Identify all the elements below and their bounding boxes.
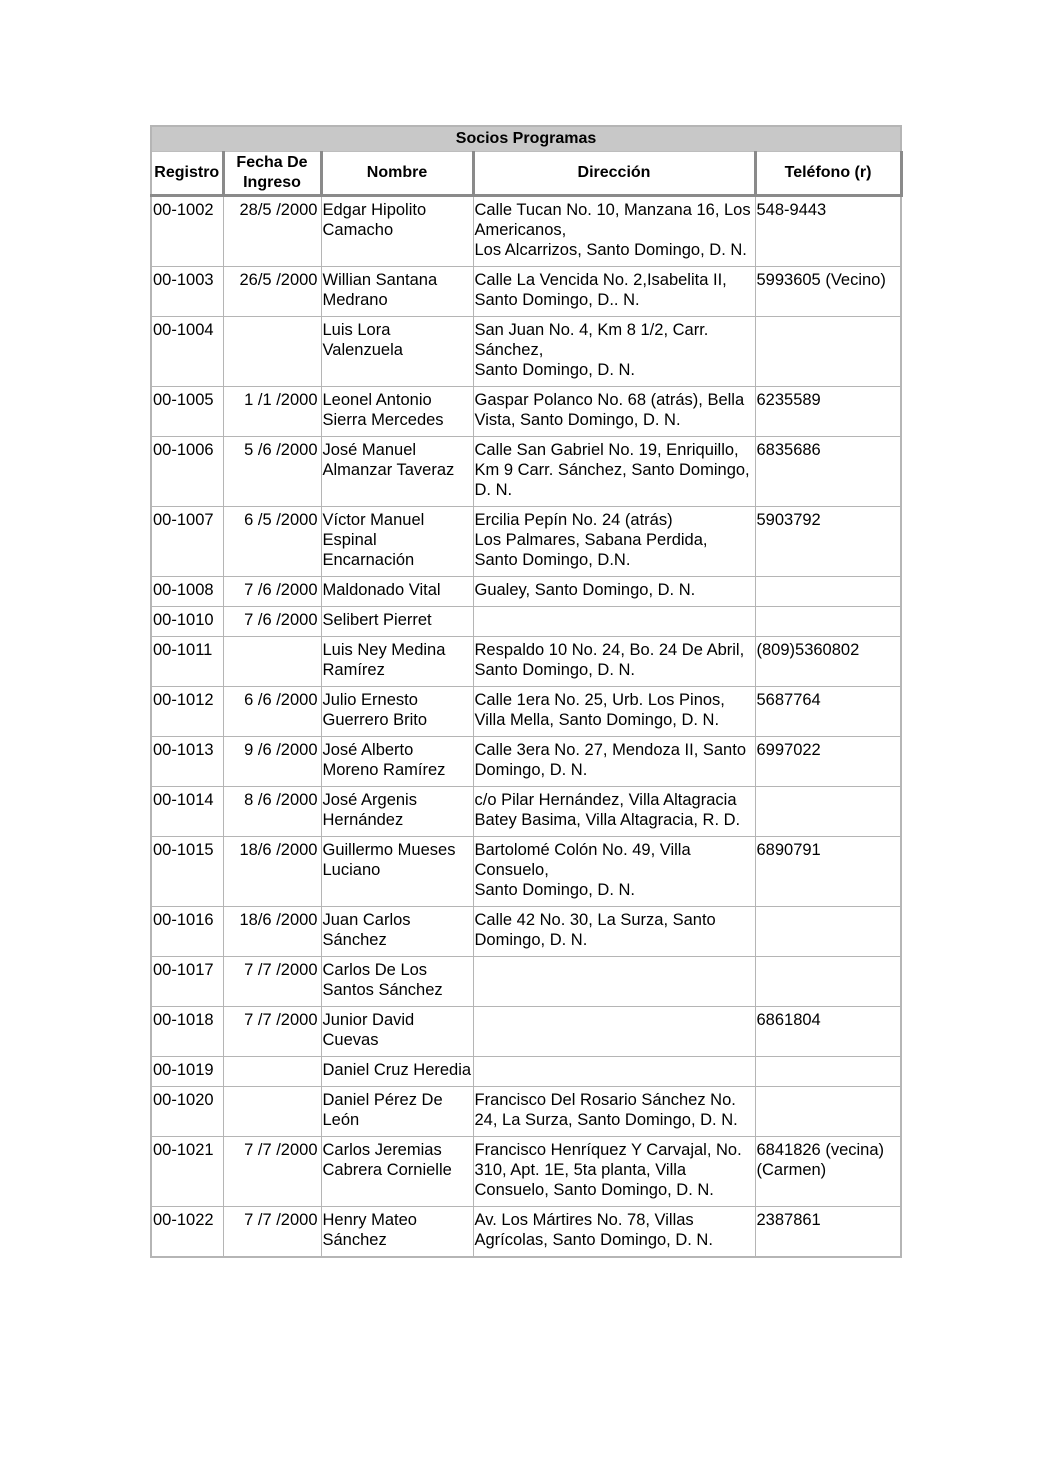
- cell-direccion: [473, 687, 755, 737]
- cell-direccion: [473, 787, 755, 837]
- cell-telefono: 2387861: [755, 1207, 901, 1258]
- cell-direccion: [473, 737, 755, 787]
- cell-direccion: [473, 957, 755, 1007]
- address-line: Calle San Gabriel No. 19, Enriquillo,: [474, 441, 739, 459]
- cell-telefono: (809)5360802: [755, 637, 901, 687]
- cell-telefono: [755, 577, 901, 607]
- address-line: Los Palmares, Sabana Perdida, Santo Domingo, D.N.: [474, 531, 708, 569]
- address-line: Santo Domingo, D. N.: [474, 881, 635, 899]
- cell-nombre: Henry Mateo Sánchez: [321, 1207, 473, 1258]
- cell-nombre: Leonel Antonio Sierra Mercedes: [321, 387, 473, 437]
- cell-direccion: [473, 577, 755, 607]
- table-row: [151, 1007, 901, 1057]
- table-row: [151, 687, 901, 737]
- cell-nombre: Maldonado Vital: [321, 577, 473, 607]
- cell-nombre: Carlos Jeremias Cabrera Cornielle: [321, 1137, 473, 1207]
- table-row: [151, 507, 901, 577]
- cell-fecha: 6 /6 /2000: [223, 687, 321, 737]
- address-line: Santo Domingo, D. N.: [474, 361, 635, 379]
- address-line: San Juan No. 4, Km 8 1/2, Carr. Sánchez,: [474, 321, 709, 359]
- address-line: Calle 42 No. 30, La Surza, Santo Domingo, D. N.: [474, 911, 716, 949]
- cell-nombre: José Argenis Hernández: [321, 787, 473, 837]
- header-row: [151, 152, 901, 196]
- address-line: Ercilia Pepín No. 24 (atrás): [474, 511, 673, 529]
- cell-fecha: 7 /7 /2000: [223, 1007, 321, 1057]
- address-line: Respaldo 10 No. 24, Bo. 24 De Abril,: [474, 641, 745, 659]
- cell-registro: 00-1010: [151, 607, 223, 637]
- table-row: [151, 437, 901, 507]
- cell-telefono: [755, 1057, 901, 1087]
- cell-fecha: 1 /1 /2000: [223, 387, 321, 437]
- cell-direccion: [473, 1007, 755, 1057]
- cell-direccion: [473, 507, 755, 577]
- table-title: Socios Programas: [151, 126, 901, 152]
- cell-nombre: José Manuel Almanzar Taveraz: [321, 437, 473, 507]
- cell-direccion: [473, 317, 755, 387]
- cell-nombre: Edgar Hipolito Camacho: [321, 196, 473, 267]
- cell-direccion: [473, 907, 755, 957]
- cell-registro: 00-1020: [151, 1087, 223, 1137]
- table-row: [151, 387, 901, 437]
- table-row: [151, 577, 901, 607]
- cell-registro: 00-1018: [151, 1007, 223, 1057]
- cell-fecha: 7 /6 /2000: [223, 577, 321, 607]
- cell-nombre: Carlos De Los Santos Sánchez: [321, 957, 473, 1007]
- cell-fecha: 18/6 /2000: [223, 907, 321, 957]
- cell-nombre: Julio Ernesto Guerrero Brito: [321, 687, 473, 737]
- cell-direccion: [473, 1057, 755, 1087]
- cell-direccion: [473, 387, 755, 437]
- address-line: Calle La Vencida No. 2,Isabelita II, Santo Domingo, D.. N.: [474, 271, 727, 309]
- table-row: [151, 637, 901, 687]
- address-line: Calle 1era No. 25, Urb. Los Pinos, Villa Mella, Santo Domingo, D. N.: [474, 691, 725, 729]
- cell-fecha: [223, 317, 321, 387]
- cell-registro: 00-1003: [151, 267, 223, 317]
- address-line: Los Alcarrizos, Santo Domingo, D. N.: [474, 241, 747, 259]
- cell-telefono: 6841826 (vecina) (Carmen): [755, 1137, 901, 1207]
- cell-registro: 00-1006: [151, 437, 223, 507]
- cell-fecha: 28/5 /2000: [223, 196, 321, 267]
- cell-fecha: 9 /6 /2000: [223, 737, 321, 787]
- cell-nombre: Luis Lora Valenzuela: [321, 317, 473, 387]
- cell-registro: 00-1014: [151, 787, 223, 837]
- cell-direccion: [473, 267, 755, 317]
- cell-telefono: [755, 787, 901, 837]
- cell-telefono: 6861804: [755, 1007, 901, 1057]
- cell-direccion: [473, 1087, 755, 1137]
- cell-nombre: José Alberto Moreno Ramírez: [321, 737, 473, 787]
- cell-telefono: [755, 1087, 901, 1137]
- cell-registro: 00-1008: [151, 577, 223, 607]
- cell-telefono: [755, 607, 901, 637]
- cell-fecha: 6 /5 /2000: [223, 507, 321, 577]
- header-fecha: Fecha De Ingreso: [223, 152, 321, 196]
- header-nombre: Nombre: [321, 152, 473, 196]
- table-row: [151, 317, 901, 387]
- cell-fecha: 7 /7 /2000: [223, 1137, 321, 1207]
- cell-direccion: [473, 837, 755, 907]
- cell-registro: 00-1022: [151, 1207, 223, 1258]
- cell-telefono: 548-9443: [755, 196, 901, 267]
- cell-fecha: 26/5 /2000: [223, 267, 321, 317]
- cell-registro: 00-1012: [151, 687, 223, 737]
- cell-fecha: 7 /7 /2000: [223, 957, 321, 1007]
- cell-nombre: Luis Ney Medina Ramírez: [321, 637, 473, 687]
- cell-fecha: 18/6 /2000: [223, 837, 321, 907]
- cell-nombre: Víctor Manuel Espinal Encarnación: [321, 507, 473, 577]
- cell-direccion: [473, 437, 755, 507]
- cell-telefono: 5993605 (Vecino): [755, 267, 901, 317]
- cell-telefono: 6235589: [755, 387, 901, 437]
- address-line: Calle 3era No. 27, Mendoza II, Santo Domingo, D. N.: [474, 741, 746, 779]
- address-line: Santo Domingo, D. N.: [474, 661, 635, 679]
- cell-telefono: 6890791: [755, 837, 901, 907]
- header-telefono: Teléfono (r): [755, 152, 901, 196]
- cell-fecha: [223, 1087, 321, 1137]
- cell-telefono: 5903792: [755, 507, 901, 577]
- table-row: [151, 1087, 901, 1137]
- address-line: Gualey, Santo Domingo, D. N.: [474, 581, 696, 599]
- cell-nombre: Junior David Cuevas: [321, 1007, 473, 1057]
- header-direccion: Dirección: [473, 152, 755, 196]
- cell-telefono: [755, 907, 901, 957]
- cell-fecha: 5 /6 /2000: [223, 437, 321, 507]
- cell-registro: 00-1002: [151, 196, 223, 267]
- table-row: [151, 607, 901, 637]
- table-title-row: [151, 126, 901, 152]
- cell-direccion: [473, 1207, 755, 1258]
- cell-fecha: [223, 1057, 321, 1087]
- cell-registro: 00-1019: [151, 1057, 223, 1087]
- cell-fecha: 8 /6 /2000: [223, 787, 321, 837]
- cell-registro: 00-1004: [151, 317, 223, 387]
- cell-direccion: [473, 1137, 755, 1207]
- cell-registro: 00-1007: [151, 507, 223, 577]
- cell-direccion: [473, 637, 755, 687]
- address-line: c/o Pilar Hernández, Villa Altagracia: [474, 791, 737, 809]
- cell-registro: 00-1005: [151, 387, 223, 437]
- members-table: [150, 125, 903, 1258]
- table-row: [151, 837, 901, 907]
- table-body: [151, 196, 901, 1258]
- cell-fecha: [223, 637, 321, 687]
- table-row: [151, 1057, 901, 1087]
- address-line: Francisco Henríquez Y Carvajal, No. 310, Apt. 1E, 5ta planta, Villa Consuelo, Santo Domingo, D. N.: [474, 1141, 742, 1199]
- table-row: [151, 1137, 901, 1207]
- cell-direccion: [473, 196, 755, 267]
- cell-registro: 00-1016: [151, 907, 223, 957]
- cell-nombre: Willian Santana Medrano: [321, 267, 473, 317]
- table-row: [151, 907, 901, 957]
- address-line: Km 9 Carr. Sánchez, Santo Domingo, D. N.: [474, 461, 750, 499]
- cell-nombre: Daniel Cruz Heredia: [321, 1057, 473, 1087]
- table-row: [151, 787, 901, 837]
- cell-telefono: [755, 957, 901, 1007]
- header-registro: Registro: [151, 152, 223, 196]
- table-row: [151, 1207, 901, 1258]
- members-table-container: [150, 125, 900, 1258]
- address-line: Calle Tucan No. 10, Manzana 16, Los Americanos,: [474, 201, 751, 239]
- cell-fecha: 7 /7 /2000: [223, 1207, 321, 1258]
- cell-fecha: 7 /6 /2000: [223, 607, 321, 637]
- table-row: [151, 737, 901, 787]
- cell-registro: 00-1021: [151, 1137, 223, 1207]
- cell-direccion: [473, 607, 755, 637]
- address-line: Batey Basima, Villa Altagracia, R. D.: [474, 811, 741, 829]
- cell-registro: 00-1011: [151, 637, 223, 687]
- cell-telefono: [755, 317, 901, 387]
- cell-telefono: 6835686: [755, 437, 901, 507]
- cell-registro: 00-1017: [151, 957, 223, 1007]
- address-line: Av. Los Mártires No. 78, Villas Agrícolas, Santo Domingo, D. N.: [474, 1211, 713, 1249]
- table-row: [151, 957, 901, 1007]
- cell-telefono: 5687764: [755, 687, 901, 737]
- table-row: [151, 267, 901, 317]
- cell-nombre: Selibert Pierret: [321, 607, 473, 637]
- cell-nombre: Guillermo Mueses Luciano: [321, 837, 473, 907]
- cell-nombre: Juan Carlos Sánchez: [321, 907, 473, 957]
- address-line: Bartolomé Colón No. 49, Villa Consuelo,: [474, 841, 691, 879]
- address-line: Gaspar Polanco No. 68 (atrás), Bella Vista, Santo Domingo, D. N.: [474, 391, 745, 429]
- cell-telefono: 6997022: [755, 737, 901, 787]
- cell-registro: 00-1013: [151, 737, 223, 787]
- cell-nombre: Daniel Pérez De León: [321, 1087, 473, 1137]
- address-line: Francisco Del Rosario Sánchez No. 24, La Surza, Santo Domingo, D. N.: [474, 1091, 738, 1129]
- cell-registro: 00-1015: [151, 837, 223, 907]
- table-row: [151, 196, 901, 267]
